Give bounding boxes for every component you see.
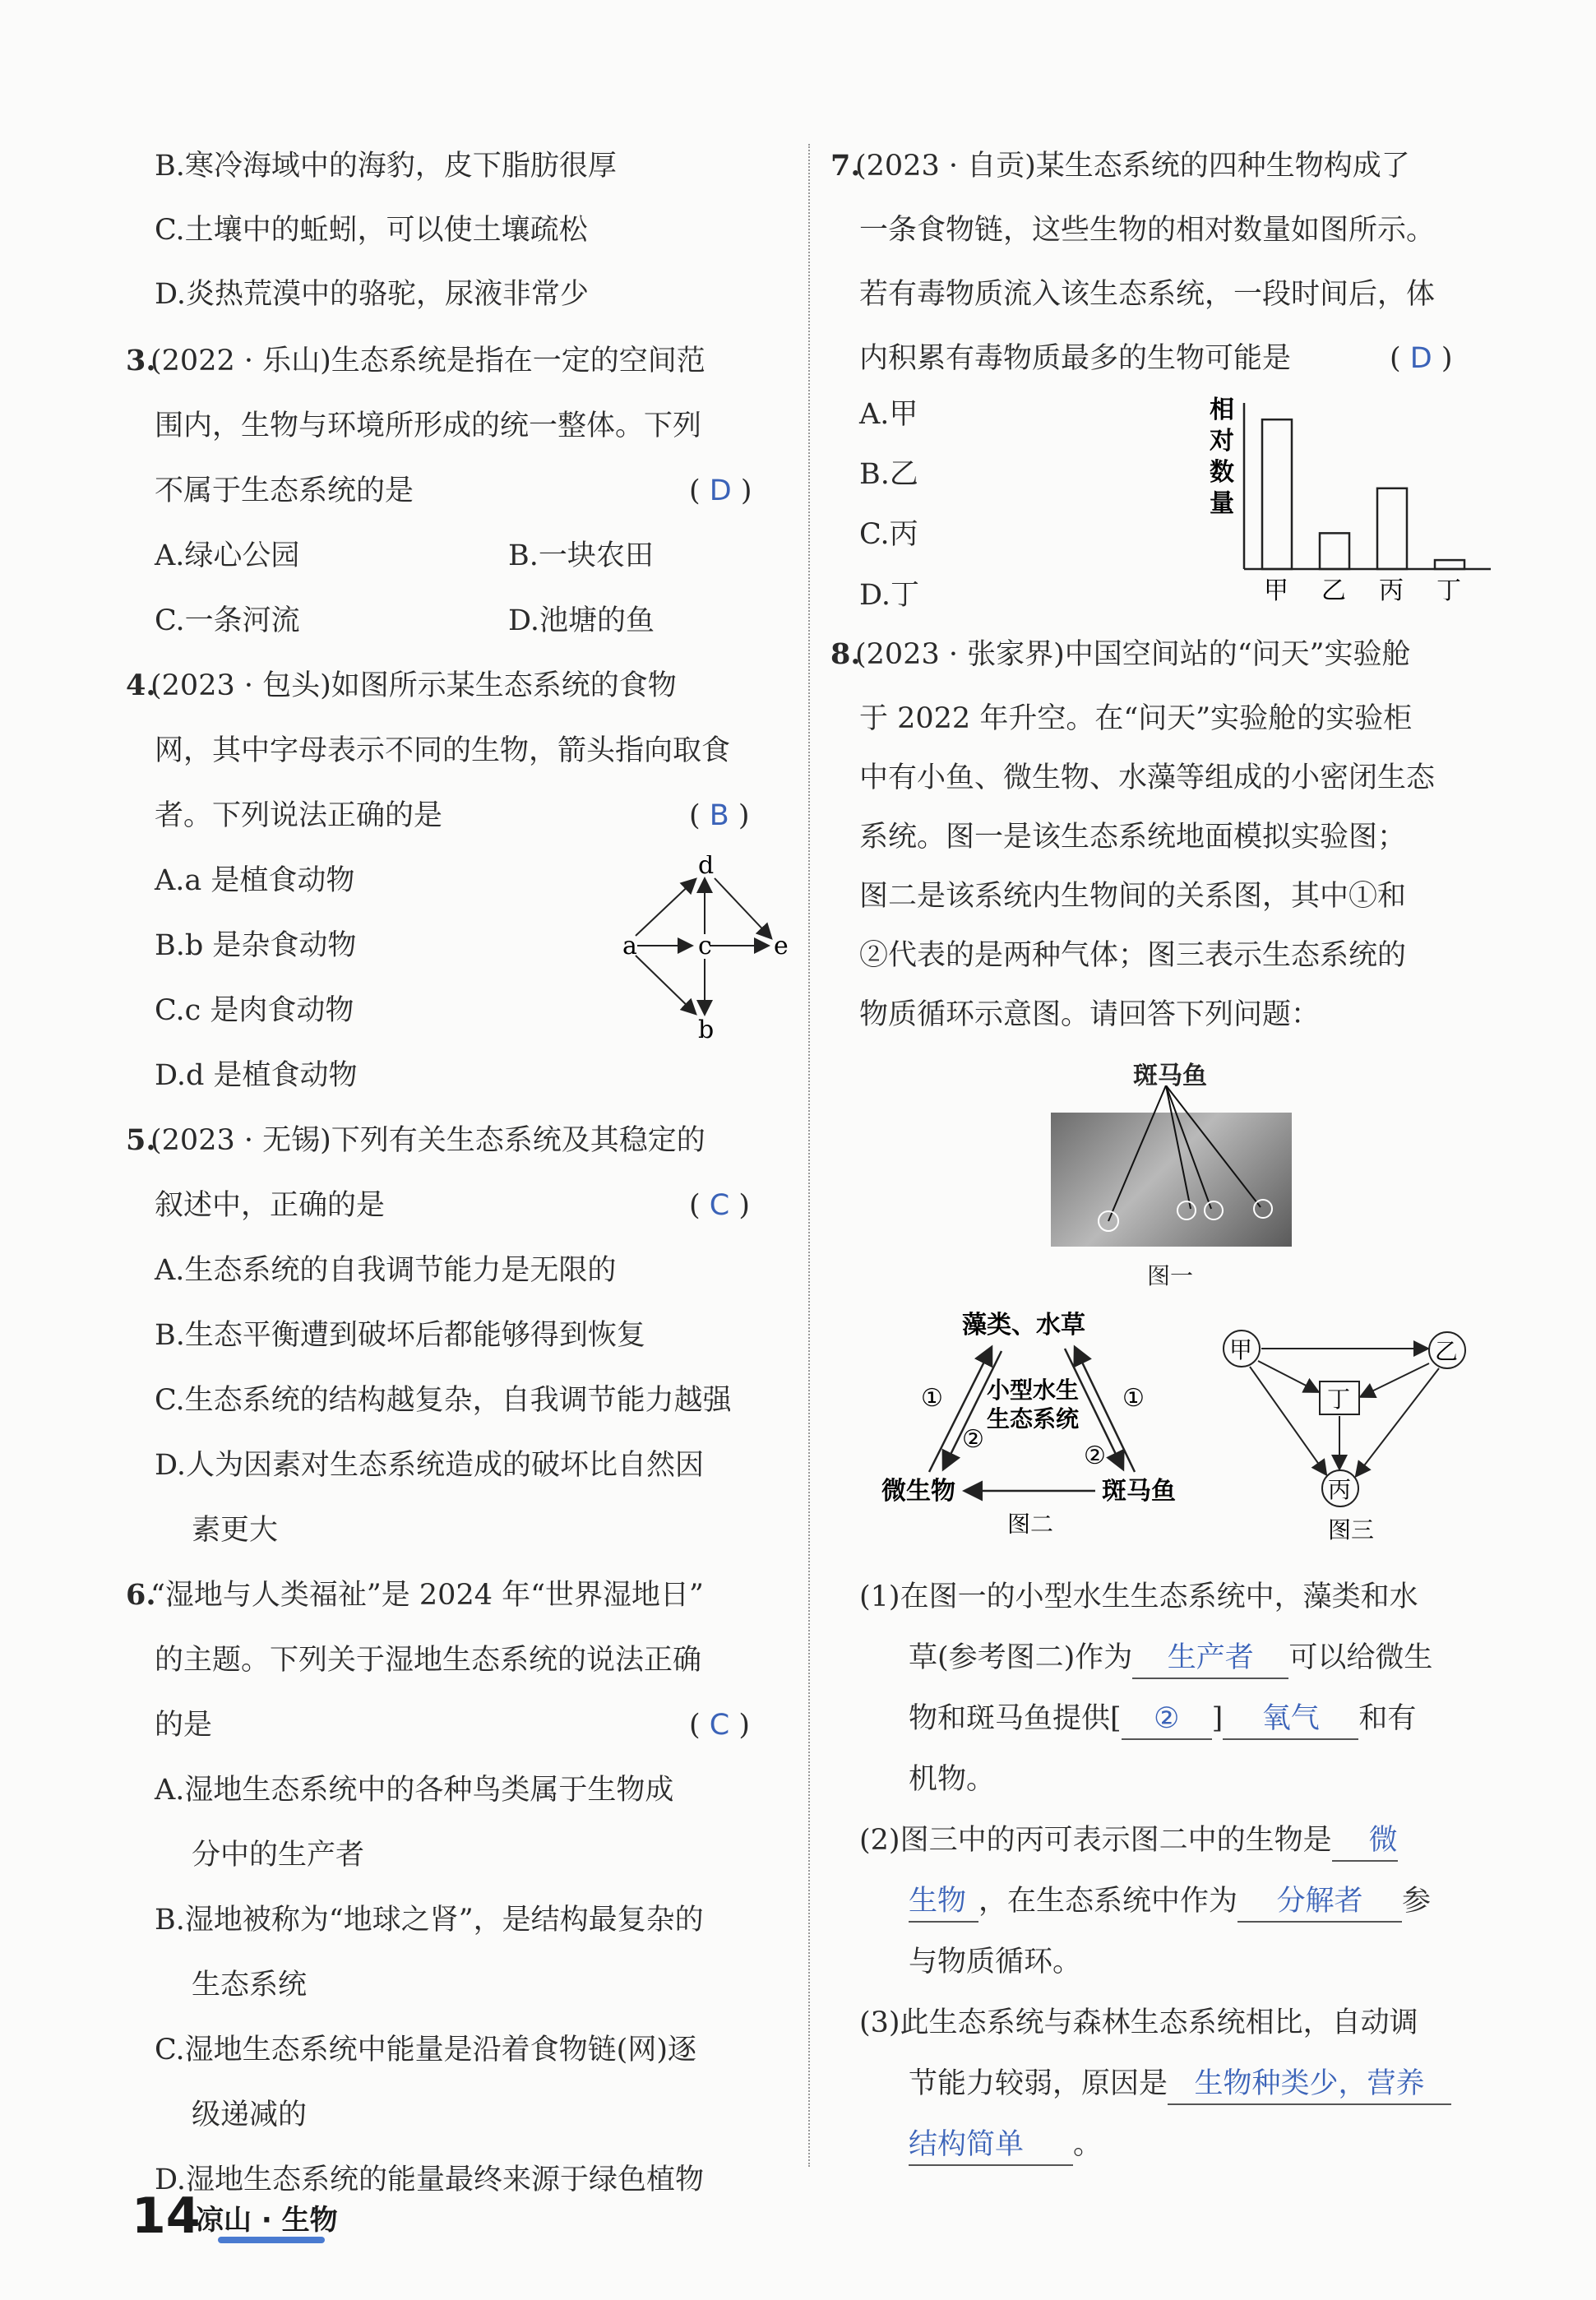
fig2-relationship-diagram xyxy=(872,1303,1217,1534)
q7-stem-4: 内积累有毒物质最多的生物可能是 xyxy=(859,342,1292,375)
q4-stem-3: 者。下列说法正确的是 xyxy=(155,799,443,832)
q4-answer: ( B ) xyxy=(689,799,750,832)
q5-stem-2: 叙述中，正确的是 xyxy=(155,1189,386,1222)
fig2-zebrafish: 斑马鱼 xyxy=(1102,1477,1176,1506)
q6-option-a2: 分中的生产者 xyxy=(192,1839,365,1872)
tick-label-丙: 丙 xyxy=(1379,576,1404,605)
q8-p2-line2: 生物 ，在生态系统中作为 分解者 参 xyxy=(909,1881,1431,1923)
q4-number: 4. xyxy=(126,669,156,702)
tick-label-甲: 甲 xyxy=(1264,576,1288,605)
q6-option-b1: B.湿地被称为“地球之肾”，是结构最复杂的 xyxy=(155,1904,704,1937)
q8-p1-line3: 物和斑马鱼提供[ ② ] 氧气 和有 xyxy=(909,1699,1416,1740)
q7-option-c: C.丙 xyxy=(859,518,918,551)
fig1-caption: 图一 xyxy=(1147,1262,1194,1289)
node-e: e xyxy=(774,932,789,960)
q6-option-c2: 级递减的 xyxy=(192,2099,308,2131)
q3-stem-1: (2022 · 乐山)生态系统是指在一定的空间范 xyxy=(150,345,705,377)
bar-乙 xyxy=(1320,533,1349,569)
fig3-jia: 甲 xyxy=(1229,1336,1253,1363)
q8-p3-line2: 节能力较弱，原因是 生物种类少，营养 xyxy=(909,2064,1451,2105)
fig2-microbes: 微生物 xyxy=(881,1477,955,1506)
q7-option-a: A.甲 xyxy=(859,398,918,431)
answer-reason-a: 生物种类少，营养 xyxy=(1168,2064,1451,2105)
q4-stem-1: (2023 · 包头)如图所示某生态系统的食物 xyxy=(150,669,677,702)
q2-option-b: B.寒冷海域中的海豹，皮下脂肪很厚 xyxy=(155,150,617,183)
q3-stem-2: 围内，生物与环境所形成的统一整体。下列 xyxy=(155,410,702,442)
tick-label-乙: 乙 xyxy=(1321,576,1346,605)
q6-option-d: D.湿地生态系统的能量最终来源于绿色植物 xyxy=(155,2163,704,2196)
q8-p1-line1: (1)在图一的小型水生生态系统中，藻类和水 xyxy=(859,1580,1418,1613)
q6-option-a1: A.湿地生态系统中的各种鸟类属于生物成 xyxy=(155,1774,674,1807)
q6-number: 6. xyxy=(126,1578,156,1612)
q5-number: 5. xyxy=(126,1123,156,1157)
answer-producer: 生产者 xyxy=(1132,1638,1288,1679)
q8-p1-line4: 机物。 xyxy=(909,1763,996,1796)
page-number: 14 xyxy=(132,2187,201,2245)
node-d: d xyxy=(698,855,715,880)
fig2-circle-2-right: ② xyxy=(1084,1442,1106,1470)
q4-option-b: B.b 是杂食动物 xyxy=(155,929,357,962)
q7-number: 7. xyxy=(830,149,861,183)
fig2-center-1: 小型水生 xyxy=(987,1377,1080,1404)
q8-p3-line3: 结构简单 。 xyxy=(909,2125,1102,2166)
y-axis-label-char: 数 xyxy=(1210,458,1234,487)
food-web-diagram xyxy=(613,855,802,1044)
q5-option-d2: 素更大 xyxy=(192,1514,279,1547)
answer-decomposer: 分解者 xyxy=(1237,1881,1402,1923)
fig3-yi: 乙 xyxy=(1435,1338,1459,1365)
q8-stem-2: 于 2022 年升空。在“问天”实验舱的实验柜 xyxy=(859,702,1413,735)
q6-option-b2: 生态系统 xyxy=(192,1969,308,2002)
q4-option-c: C.c 是肉食动物 xyxy=(155,994,354,1027)
q8-p2-line3: 与物质循环。 xyxy=(909,1946,1082,1978)
q8-stem-7: 物质循环示意图。请回答下列问题： xyxy=(859,998,1321,1031)
fig2-algae: 藻类、水草 xyxy=(962,1311,1085,1340)
q3-option-b: B.一块农田 xyxy=(508,539,654,572)
q8-p1-line2: 草(参考图二)作为 生产者 可以给微生 xyxy=(909,1638,1432,1679)
y-axis-label-char: 量 xyxy=(1210,489,1234,518)
fig1-pointer-lines xyxy=(1051,1085,1298,1250)
q8-stem-6: ②代表的是两种气体；图三表示生态系统的 xyxy=(859,939,1407,972)
column-divider xyxy=(808,144,810,2167)
q6-option-c1: C.湿地生态系统中能量是沿着食物链(网)逐 xyxy=(155,2034,696,2066)
fig2-center-2: 生态系统 xyxy=(987,1405,1080,1432)
node-b: b xyxy=(698,1016,715,1044)
fig2-circle-1-left: ① xyxy=(921,1384,943,1413)
q3-stem-3: 不属于生态系统的是 xyxy=(155,474,414,507)
answer-microbes-a: 微 xyxy=(1332,1821,1398,1862)
q5-option-a: A.生态系统的自我调节能力是无限的 xyxy=(155,1254,617,1287)
fig2-circle-1-right: ① xyxy=(1122,1384,1145,1413)
q3-option-c: C.一条河流 xyxy=(155,604,300,637)
bar-丙 xyxy=(1377,488,1407,569)
q4-option-d: D.d 是植食动物 xyxy=(155,1059,358,1092)
answer-reason-b: 结构简单 xyxy=(909,2125,1073,2166)
q5-stem-1: (2023 · 无锡)下列有关生态系统及其稳定的 xyxy=(150,1124,705,1157)
q4-option-a: A.a 是植食动物 xyxy=(155,864,355,897)
node-c: c xyxy=(698,932,712,960)
answer-microbes-b: 生物 xyxy=(909,1881,978,1923)
fig1-label: 斑马鱼 xyxy=(1133,1062,1207,1090)
q6-stem-1: “湿地与人类福祉”是 2024 年“世界湿地日” xyxy=(150,1579,704,1612)
q8-stem-3: 中有小鱼、微生物、水藻等组成的小密闭生态 xyxy=(859,761,1436,794)
q8-stem-1: (2023 · 张家界)中国空间站的“问天”实验舱 xyxy=(855,638,1411,671)
fig3-material-cycle-diagram xyxy=(1217,1316,1497,1546)
q7-stem-3: 若有毒物质流入该生态系统，一段时间后，体 xyxy=(859,278,1436,311)
q7-answer: ( D ) xyxy=(1390,342,1453,375)
bar-丁 xyxy=(1435,560,1464,569)
tick-label-丁: 丁 xyxy=(1436,576,1461,605)
q5-option-c: C.生态系统的结构越复杂，自我调节能力越强 xyxy=(155,1384,732,1417)
q6-answer: ( C ) xyxy=(689,1709,751,1742)
bar-甲 xyxy=(1262,419,1292,569)
q5-answer: ( C ) xyxy=(689,1189,751,1222)
fig2-caption: 图二 xyxy=(1007,1511,1054,1534)
q8-stem-4: 系统。图一是该生态系统地面模拟实验图； xyxy=(859,821,1407,854)
y-axis-label-char: 相 xyxy=(1210,396,1234,424)
q6-stem-2: 的主题。下列关于湿地生态系统的说法正确 xyxy=(155,1644,702,1677)
q5-option-b: B.生态平衡遭到破坏后都能够得到恢复 xyxy=(155,1319,645,1352)
page-subject-label: 凉山 · 生物 xyxy=(196,2204,338,2237)
answer-gas-number: ② xyxy=(1122,1699,1212,1740)
y-axis-label-char: 对 xyxy=(1210,427,1234,456)
q8-p3-line1: (3)此生态系统与森林生态系统相比，自动调 xyxy=(859,2006,1418,2039)
fig3-caption: 图三 xyxy=(1328,1516,1375,1543)
q8-stem-5: 图二是该系统内生物间的关系图，其中①和 xyxy=(859,880,1407,913)
q8-p2-line1: (2)图三中的丙可表示图二中的生物是 微 xyxy=(859,1821,1398,1862)
q3-number: 3. xyxy=(126,344,156,377)
q3-answer: ( D ) xyxy=(689,474,752,507)
q4-stem-2: 网，其中字母表示不同的生物，箭头指向取食 xyxy=(155,734,731,767)
q5-option-d1: D.人为因素对生态系统造成的破坏比自然因 xyxy=(155,1449,704,1482)
q3-option-a: A.绿心公园 xyxy=(155,539,300,572)
q7-option-d: D.丁 xyxy=(859,579,919,612)
node-a: a xyxy=(622,932,637,960)
q6-stem-3: 的是 xyxy=(155,1709,213,1742)
footer-accent-bar xyxy=(218,2237,325,2243)
fig2-circle-2-left: ② xyxy=(962,1425,984,1454)
fig3-ding: 丁 xyxy=(1327,1386,1351,1413)
fig3-bing: 丙 xyxy=(1328,1476,1352,1503)
q7-stem-2: 一条食物链，这些生物的相对数量如图所示。 xyxy=(859,214,1436,247)
q7-option-b: B.乙 xyxy=(859,458,918,491)
answer-oxygen: 氧气 xyxy=(1223,1699,1358,1740)
relative-quantity-bar-chart xyxy=(1205,395,1501,609)
q8-number: 8. xyxy=(830,637,861,671)
q2-option-d: D.炎热荒漠中的骆驼，尿液非常少 xyxy=(155,278,589,311)
q2-option-c: C.土壤中的蚯蚓，可以使土壤疏松 xyxy=(155,214,588,247)
q3-option-d: D.池塘的鱼 xyxy=(508,604,655,637)
q7-stem-1: (2023 · 自贡)某生态系统的四种生物构成了 xyxy=(855,150,1410,183)
